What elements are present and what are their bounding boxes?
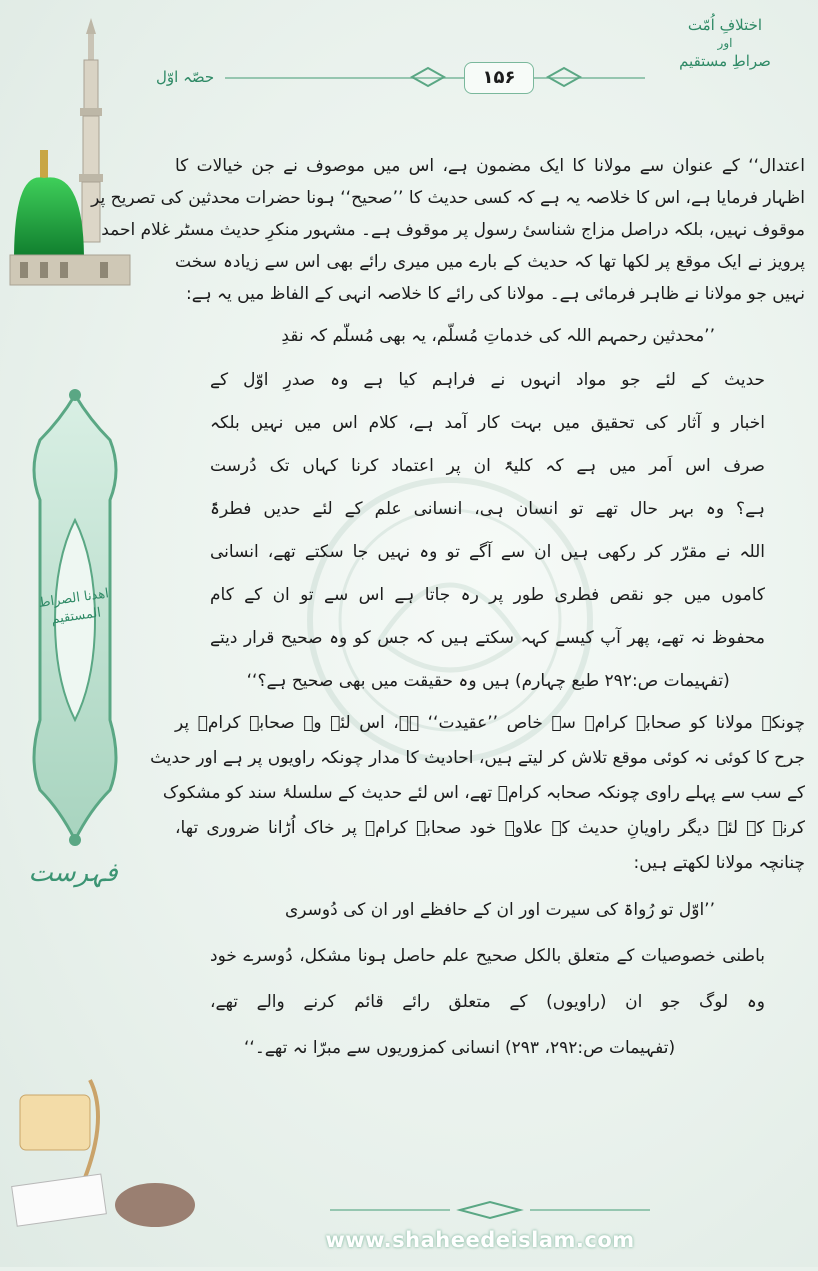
body-line: کرنے کے لئے دیگر راویانِ حدیث کے علاوہ خود صحابہ کرامؓ پر خاک اُڑانا ضروری تھا، — [175, 818, 805, 838]
page-number: ۱۵۶ — [464, 62, 534, 94]
quote-line: وہ لوگ جو ان (راویوں) کے متعلق رائے قائم کرنے والے تھے، — [210, 992, 765, 1012]
table-of-contents-link[interactable]: فہرست — [28, 858, 118, 888]
book-title-line2: اور — [717, 36, 733, 50]
quote-line: کاموں میں جو نقص فطری طور پر رہ جاتا ہے اس سے تو ان کے کام — [210, 585, 765, 605]
quill-scroll-icon — [12, 1080, 195, 1227]
body-line: اعتدال‘‘ کے عنوان سے مولانا کا ایک مضمون ہے، اس میں موصوف نے جن خیالات کا — [175, 156, 805, 176]
website-link[interactable]: www.shaheedeislam.com — [325, 1228, 635, 1252]
quote2-reference: (تفہیمات ص:۲۹۲، ۲۹۳) — [505, 1038, 676, 1058]
quote-line: حدیث کے لئے جو مواد انہوں نے فراہم کیا ہے وہ صدرِ اوّل کے — [210, 370, 765, 390]
book-title-line3: صراطِ مستقیم — [679, 52, 771, 70]
header-left-ornament-icon — [410, 66, 450, 88]
quote1-reference: (تفہیمات ص:۲۹۲ طبع چہارم) — [515, 671, 730, 691]
body-line: چنانچہ مولانا لکھتے ہیں: — [633, 853, 805, 873]
footer-rule — [330, 1200, 650, 1220]
section-label: حصّہ اوّل — [156, 68, 215, 86]
header-right-ornament-icon — [546, 66, 586, 88]
quote-line: محفوظ نہ تھے، پھر آپ کیسے کہہ سکتے ہیں کہ جس کو وہ صحیح قرار دیتے — [210, 628, 765, 648]
quote-line: ’’اوّل تو رُواۃ کی سیرت اور ان کے حافظے اور ان کی دُوسری — [284, 900, 715, 920]
ornament-text-top: اھدنا الصراط — [37, 586, 110, 611]
quote-line: اخبار و آثار کی تحقیق میں بہت کار آمد ہے، کلام اس میں نہیں بلکہ — [210, 413, 765, 433]
body-line: کے سب سے پہلے راوی چونکہ صحابہ کرامؓ تھے، اس لئے حدیث کے سلسلۂ سند کو مشکوک — [162, 783, 805, 803]
body-line: اظہار فرمایا ہے، اس کا خلاصہ یہ ہے کہ کسی حدیث کا ’’صحیح‘‘ ہونا حضرات محدثین کی تصریح پر — [91, 188, 805, 208]
quote-line: ہیں وہ حقیقت میں بھی صحیح ہے؟‘‘ — [246, 671, 510, 691]
book-title-line1: اختلافِ اُمّت — [687, 16, 763, 34]
body-line: چونکہ مولانا کو صحابہ کرامؓ سے خاص ’’عقیدت‘‘ ہے، اس لئے وہ صحابہ کرامؓ پر — [175, 713, 805, 733]
body-line: جرح کا کوئی نہ کوئی موقع تلاش کر لیتے ہیں، احادیث کا مدار چونکہ راویوں پر ہے اور حدیث — [150, 748, 805, 768]
quote-line: صرف اس اَمر میں ہے کہ کلیۃً ان پر اعتماد کرنا کہاں تک دُرست — [210, 456, 765, 476]
quote-line: انسانی کمزوریوں سے مبرّا نہ تھے۔‘‘ — [244, 1038, 500, 1058]
body-line: موقوف نہیں، بلکہ دراصل مزاج شناسیٔ رسول پر موقوف ہے۔ مشہور منکرِ حدیث مسٹر غلام احمد — [101, 220, 805, 240]
quote-line: ’’محدثین رحمہم اللہ کی خدماتِ مُسلّم، یہ بھی مُسلّم کہ نقدِ — [281, 326, 715, 346]
book-title — [650, 14, 800, 124]
quote-line: باطنی خصوصیات کے متعلق بالکل صحیح علم حاصل ہونا مشکل، دُوسرے خود — [210, 946, 765, 966]
ornament-text-bottom: المستقیم — [50, 605, 102, 628]
quote-line: اللہ نے مقرّر کر رکھی ہیں ان سے آگے تو وہ نہیں جا سکتے تھے، انسانی — [210, 542, 765, 562]
body-line: نہیں جو مولانا نے ظاہر فرمائی ہے۔ مولانا کی رائے کا خلاصہ انہی کے الفاظ میں یہ ہے: — [186, 284, 805, 304]
quote-line: ہے؟ وہ بہر حال تھے تو انسان ہی، انسانی علم کے لئے حدیں فطرۃً — [210, 499, 765, 519]
body-line: پرویز نے ایک موقع پر لکھا تھا کہ حدیث کے بارے میں میری رائے بھی اس سے زیادہ سخت — [175, 252, 805, 272]
